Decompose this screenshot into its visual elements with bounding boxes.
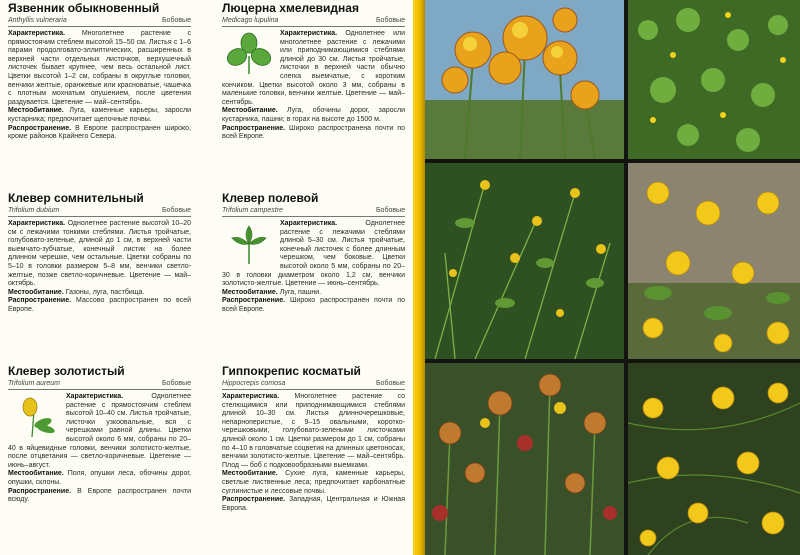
entry-trifolium-aureum bbox=[8, 365, 191, 553]
entry-title: Клевер сомнительный bbox=[8, 192, 144, 205]
family-name: Бобовые bbox=[375, 17, 405, 24]
entry-subtitle bbox=[222, 206, 405, 217]
entry-body bbox=[8, 30, 191, 142]
habitat: Местообитание. Луга, обочины дорог, заросли кустарника, пашни; в горах на высоте до 1500 м. bbox=[222, 107, 405, 123]
family-name: Бобовые bbox=[161, 380, 191, 387]
entry-body bbox=[222, 220, 405, 315]
distribution: Распространение. Широко распространен почти по всей Европе. bbox=[222, 297, 405, 313]
clover-flower-icon bbox=[8, 393, 62, 439]
entry-title: Клевер золотистый bbox=[8, 365, 125, 378]
latin-name: Anthyllis vulneraria bbox=[8, 17, 67, 24]
photo-trifolium-campestre bbox=[628, 163, 800, 359]
characteristics: Характеристика. Многолетнее растение с прямостоячим стеблем высотой 15–50 см. Листья с 1–6 парами продолговато-эллиптических, расширенных в верхней части отдельных листочков, верхушечный листочек бывает крупнее, чем весь остальной лист. Цветки высотой 1–2 см, собраны в округлые головки, венчики желтые, оранжевые или красноватые, чашечка с плотным мохнатым опушением, после цветения раздувается. Цветение — май–сентябрь. bbox=[8, 30, 191, 106]
habitat: Местообитание. Поля, опушки леса, обочины дорог, опушки, склоны. bbox=[8, 470, 191, 486]
photo-medicago-lupulina bbox=[628, 0, 800, 159]
entry-medicago bbox=[222, 2, 405, 182]
family-name: Бобовые bbox=[375, 380, 405, 387]
family-name: Бобовые bbox=[375, 207, 405, 214]
entry-trifolium-dubium bbox=[8, 192, 191, 372]
entry-subtitle bbox=[8, 379, 191, 390]
entry-subtitle bbox=[222, 16, 405, 27]
photo-trifolium-aureum bbox=[425, 363, 624, 555]
trefoil-leaf-icon bbox=[222, 30, 276, 76]
entry-hippocrepis bbox=[222, 365, 405, 553]
habitat: Местообитание. Луга, пашни. bbox=[222, 288, 322, 296]
distribution: Распространение. В Европе распространен широко, кроме районов Крайнего Севера. bbox=[8, 124, 191, 141]
entry-anthyllis bbox=[8, 2, 191, 182]
entry-subtitle bbox=[222, 379, 405, 390]
entry-body bbox=[222, 393, 405, 513]
characteristics: Характеристика. Однолетнее растение с прямостоячим стеблем высотой 10–40 см. Листья тройчатые, листочки узкоовальные, вся с черешками равной длины. Цветки высотой около 6 мм, собраны по 20–40 в яйцевидные головки, венчики золотисто-желтые, после отцветания — светло-коричневые. Цветение — июнь–август. bbox=[8, 393, 191, 469]
distribution: Распространение. В Европе распространен почти всюду. bbox=[8, 487, 191, 504]
entry-trifolium-campestre bbox=[222, 192, 405, 372]
entry-body bbox=[8, 393, 191, 505]
latin-name: Trifolium aureum bbox=[8, 380, 60, 387]
distribution: Распространение. Широко распространена почти по всей Европе. bbox=[222, 124, 405, 141]
habitat: Местообитание. Сухие луга, каменные карьеры, светлые лиственные леса; предпочитает карбонатные суглинистые и лессовые почвы. bbox=[222, 470, 405, 495]
photo-trifolium-dubium bbox=[425, 163, 624, 359]
photo-anthyllis-vulneraria bbox=[425, 0, 624, 159]
entry-body bbox=[8, 220, 191, 315]
entry-title: Язвенник обыкновенный bbox=[8, 2, 160, 15]
latin-name: Trifolium dubium bbox=[8, 207, 60, 214]
characteristics: Характеристика. Однолетнее или многолетнее растение с лежачими или приподнимающимися стеблями длиной до 30 см. Листья тройчатые, листочки в верхней части обычно слегка выемчатые, с коротким кончиком. Цветки высотой около 3 мм, собраны в маленькие головки, венчики желтые. Цветение — май–сентябрь. bbox=[222, 30, 405, 106]
family-name: Бобовые bbox=[161, 17, 191, 24]
characteristics: Характеристика. Многолетнее растение со стелющимися или приподнимающимися стеблями длиной 10–30 см. Листья длинночерешковые, непарноперистые, с 9–15 овальными, коротко-черешковыми, голубовато-зелеными листочками длиной около 1 см. Цветки размером до 1 см, собраны по 4–10 в головчатые соцветия на длинных цветоносах, венчики золотисто-желтые. Цветение — май–сентябрь. Плод — боб с подковообразными выемками. bbox=[222, 393, 405, 469]
habitat: Местообитание. Газоны, луга, пастбища. bbox=[8, 288, 145, 296]
latin-name: Trifolium campestre bbox=[222, 207, 283, 214]
habitat: Местообитание. Луга, каменные карьеры, заросли кустарника; предпочитает щелочные почвы. bbox=[8, 107, 191, 123]
trefoil-leaf-icon bbox=[222, 220, 276, 266]
entry-subtitle bbox=[8, 16, 191, 27]
latin-name: Hippocrepis comosa bbox=[222, 380, 286, 387]
entry-body bbox=[222, 30, 405, 142]
distribution: Распространение. Западная, Центральная и Южная Европа. bbox=[222, 496, 405, 512]
entry-title: Люцерна хмелевидная bbox=[222, 2, 359, 15]
entry-title: Гиппокрепис косматый bbox=[222, 365, 361, 378]
entry-subtitle bbox=[8, 206, 191, 217]
family-name: Бобовые bbox=[161, 207, 191, 214]
characteristics: Характеристика. Однолетнее растение с лежачими стеблями длиной 5–30 см. Листья тройчатые, конечный листочек с более длинным черешком, чем боковые. Цветки высотой около 5 мм, собраны по 20–30 в головки диаметром около 1,2 см, венчики золотисто-желтые. Цветение — июнь–сентябрь. bbox=[222, 220, 405, 288]
photo-page bbox=[425, 0, 800, 555]
page-spine bbox=[413, 0, 425, 555]
distribution: Распространение. Массово распространен по всей Европе. bbox=[8, 297, 191, 313]
photo-hippocrepis-comosa bbox=[628, 363, 800, 555]
characteristics: Характеристика. Однолетнее растение высотой 10–20 см с лежачими тонкими стеблями. Листья тройчатые, голубовато-зеленые, длиной до 1 см, в верхней части выемчато-зубчатые, конечный листик на более длинном черешке, чем остальные. Цветки собраны по 5–10 в головки размером 5–8 мм, венчики светло-желтые, позже светло-коричневые. Цветение — май–октябрь. bbox=[8, 220, 191, 288]
entry-title: Клевер полевой bbox=[222, 192, 319, 205]
latin-name: Medicago lupulina bbox=[222, 17, 279, 24]
